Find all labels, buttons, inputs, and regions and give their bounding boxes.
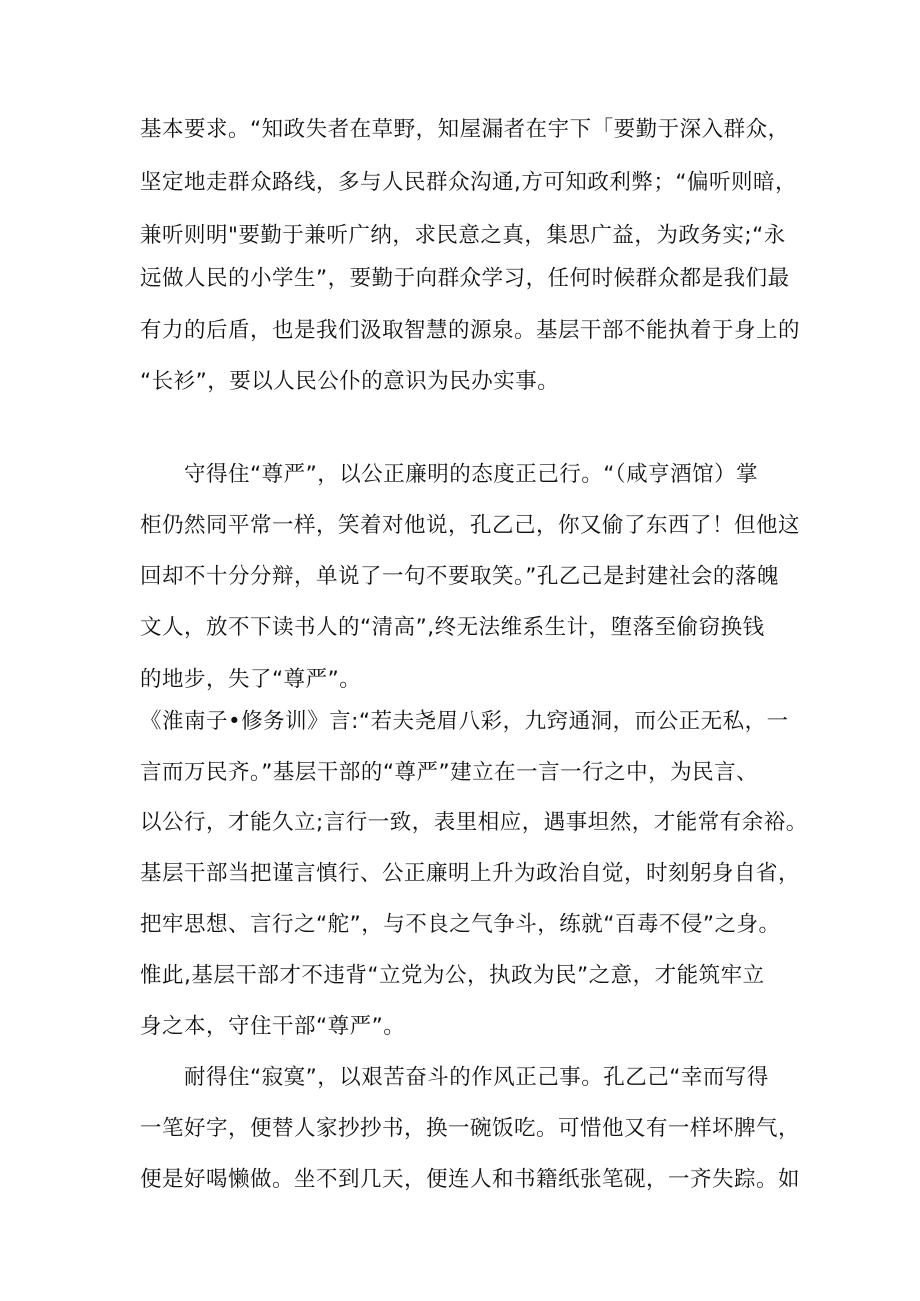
text-line: “长衫”，要以人民公仆的意识为民办实事。 xyxy=(140,369,560,394)
text-line: 以公行，才能久立;言行一致，表里相应，遇事坦然，才能常有余裕。 xyxy=(140,810,808,835)
text-line: 兼听则明"要勤于兼听广纳，求民意之真，集思广益，为政务实;“永 xyxy=(140,223,786,248)
text-line: 一笔好字，便替人家抄抄书，换一碗饭吃。可惜他又有一样坏脾气， xyxy=(140,1116,801,1141)
text-line: 《淮南子•修务训》言:“若夫尧眉八彩，九窍通洞，而公正无私，一 xyxy=(140,709,789,734)
text-line: 惟此,基层干部才不违背“立党为公，执政为民”之意，才能筑牢立 xyxy=(140,963,765,988)
text-line: 言而万民齐。”基层干部的“尊严”建立在一言一行之中，为民言、 xyxy=(140,760,759,785)
text-line: 把牢思想、言行之“舵”，与不良之气争斗，练就“百毒不侵”之身。 xyxy=(140,912,781,937)
text-line: 基层干部当把谨言慎行、公正廉明上升为政治自觉，时刻躬身自省， xyxy=(140,861,801,886)
text-line: 远做人民的小学生”，要勤于向群众学习，任何时候群众都是我们最 xyxy=(140,266,790,291)
text-line: 守得住“尊严”，以公正廉明的态度正己行。“（咸亨酒馆）掌 xyxy=(184,462,759,487)
text-line: 便是好喝懒做。坐不到几天，便连人和书籍纸张笔砚，一齐失踪。如 xyxy=(140,1167,801,1192)
text-line: 有力的后盾，也是我们汲取智慧的源泉。基层干部不能执着于身上的 xyxy=(140,318,801,343)
text-line: 文人，放不下读书人的“清高”,终无法维系生计，堕落至偷窃换钱 xyxy=(140,615,765,640)
text-line: 身之本，守住干部“尊严”。 xyxy=(140,1014,406,1039)
text-line: 基本要求。“知政失者在草野，知屋漏者在宇下「要勤于深入群众， xyxy=(140,117,790,142)
text-line: 耐得住“寂寞”，以艰苦奋斗的作风正己事。孔乙己“幸而写得 xyxy=(184,1065,769,1090)
text-line: 回却不十分分辩，单说了一句不要取笑。”孔乙己是封建社会的落魄 xyxy=(140,564,779,589)
text-line: 的地步，失了“尊严”。 xyxy=(140,667,362,692)
text-line: 坚定地走群众路线，多与人民群众沟通,方可知政利弊；“偏听则暗， xyxy=(140,170,797,195)
text-line: 柜仍然同平常一样，笑着对他说，孔乙己，你又偷了东西了！但他这 xyxy=(140,513,801,538)
